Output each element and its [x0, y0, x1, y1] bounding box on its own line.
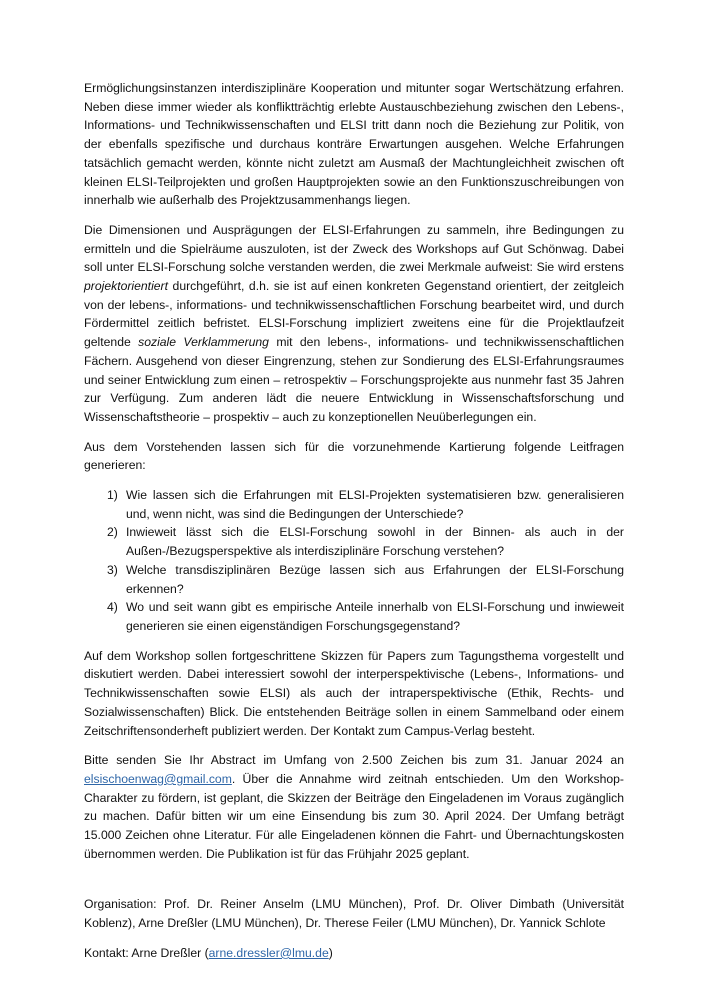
- list-item: [107, 486, 624, 523]
- document-page: [84, 79, 624, 974]
- paragraph-workshop-purpose: [84, 221, 624, 427]
- contact-email-link[interactable]: arne.dressler@lmu.de: [208, 945, 329, 960]
- list-item-text: Inwieweit lässt sich die ELSI-Forschung sowohl in der Binnen- als auch in der Außen-/Bezugsperspektive als interdisziplinäre Forschung verstehen?: [126, 525, 624, 559]
- text-segment: . Über die Annahme wird zeitnah entschieden. Um den Workshop-Charakter zu fördern, ist geplant, die Skizzen der Beiträge den Eingeladenen im Voraus zugänglich zu machen. Dafür bitten wir um eine Einsendung bis zum 30. April 2024. Der Umfang beträgt 15.000 Zeichen ohne Literatur. Für alle Eingeladenen können die Fahrt- und Übernachtungskosten übernommen werden. Die Publikation ist für das Frühjahr 2025 geplant.: [84, 771, 624, 861]
- emphasis-soziale-verklammerung: soziale Verklammerung: [138, 335, 269, 350]
- list-item-text: Welche transdisziplinären Bezüge lassen sich aus Erfahrungen der ELSI-Forschung erkennen?: [126, 562, 624, 596]
- list-item: [107, 598, 624, 635]
- paragraph-intro: Ermöglichungsinstanzen interdisziplinäre Kooperation und mitunter sogar Wertschätzung erfahren. Neben diese immer wieder als konfliktträchtig erlebte Austauschbeziehung zwischen den Lebens-, Informations- und Technikwissenschaften und ELSI tritt dann noch die Beziehung zur Politik, von der ebenfalls spezifische und durchaus konträre Erwartungen ausgehen. Welche Erfahrungen tatsächlich gemacht werden, könnte nicht zuletzt am Ausmaß der Machtungleichheit zwischen oft kleinen ELSI-Teilprojekten und großen Hauptprojekten sowie an den Funktionszuschreibungen von innerhalb wie außerhalb des Projektzusammenhangs liegen.: [84, 81, 624, 208]
- list-item: [107, 561, 624, 598]
- paragraph-workshop-format: Auf dem Workshop sollen fortgeschrittene Skizzen für Papers zum Tagungsthema vorgestellt und diskutiert werden. Dabei interessiert sowohl der interperspektivische (Lebens-, Informations- und Technikwissenschaften sowie ELSI) als auch der intraperspektivische (Ethik, Rechts- und Sozialwissenschaften) Blick. Die entstehenden Beiträge sollen in einem Sammelband oder einem Zeitschriftensonderheft publiziert werden. Der Kontakt zum Campus-Verlag besteht.: [84, 648, 624, 738]
- list-number: 4): [107, 600, 118, 615]
- list-item-text: Wie lassen sich die Erfahrungen mit ELSI-Projekten systematisieren bzw. generalisieren und, wenn nicht, was sind die Bedingungen der Unterschiede?: [126, 488, 624, 521]
- list-number: 2): [107, 525, 118, 540]
- contact-line: [84, 944, 624, 963]
- list-item: [107, 523, 624, 560]
- contact-suffix: ): [328, 945, 333, 960]
- spacer: [84, 874, 624, 895]
- guiding-questions-list: [84, 486, 624, 636]
- contact-prefix: Kontakt: Arne Dreßler (: [84, 945, 209, 960]
- paragraph-submission: [84, 751, 624, 863]
- list-number: 1): [107, 488, 118, 503]
- text-segment: mit den lebens-, informations- und technikwissenschaftlichen Fächern. Ausgehend von dieser Eingrenzung, stehen zur Sondierung des ELSI-Erfahrungsraumes und seiner Entwicklung zum einen – retrospektiv – Forschungsprojekte aus nunmehr fast 35 Jahren zur Verfügung. Zum anderen lädt die neuere Entwicklung in Wissenschaftsforschung und Wissenschaftstheorie – prospektiv – auch zu konzeptionellen Neuüberlegungen ein.: [84, 335, 624, 424]
- organisation-text: Organisation: Prof. Dr. Reiner Anselm (LMU München), Prof. Dr. Oliver Dimbath (Universität Koblenz), Arne Dreßler (LMU München), Dr. Therese Feiler (LMU München), Dr. Yannick Schlote: [84, 897, 624, 931]
- emphasis-projektorientiert: projektorientiert: [84, 279, 168, 294]
- list-item-text: Wo und seit wann gibt es empirische Anteile innerhalb von ELSI-Forschung und inwieweit generieren sie einen eigenständigen Forschungsgegenstand?: [126, 600, 624, 633]
- list-number: 3): [107, 562, 118, 577]
- paragraph-guiding-questions-intro: Aus dem Vorstehenden lassen sich für die vorzunehmende Kartierung folgende Leitfragen generieren:: [84, 439, 624, 473]
- text-segment: durchgeführt, d.h. sie ist auf einen konkreten Gegenstand orientiert, der zeitgleich von der lebens-, informations- und technikwissenschaftlichen Forschung bearbeitet wird, und durch Fördermittel zeitlich befristet. ELSI-Forschung impliziert zweitens eine für die Projektlaufzeit geltende: [84, 279, 624, 350]
- text-segment: Die Dimensionen und Ausprägungen der ELSI-Erfahrungen zu sammeln, ihre Bedingungen zu ermitteln und die Spielräume auszuloten, ist der Zweck des Workshops auf Gut Schönwag. Dabei soll unter ELSI-Forschung solche verstanden werden, die zwei Merkmale aufweist: Sie wird erstens: [84, 222, 624, 275]
- submission-email-link[interactable]: elsischoenwag@gmail.com: [84, 771, 232, 786]
- text-segment: Bitte senden Sie Ihr Abstract im Umfang von 2.500 Zeichen bis zum 31. Januar 2024 an: [84, 753, 624, 768]
